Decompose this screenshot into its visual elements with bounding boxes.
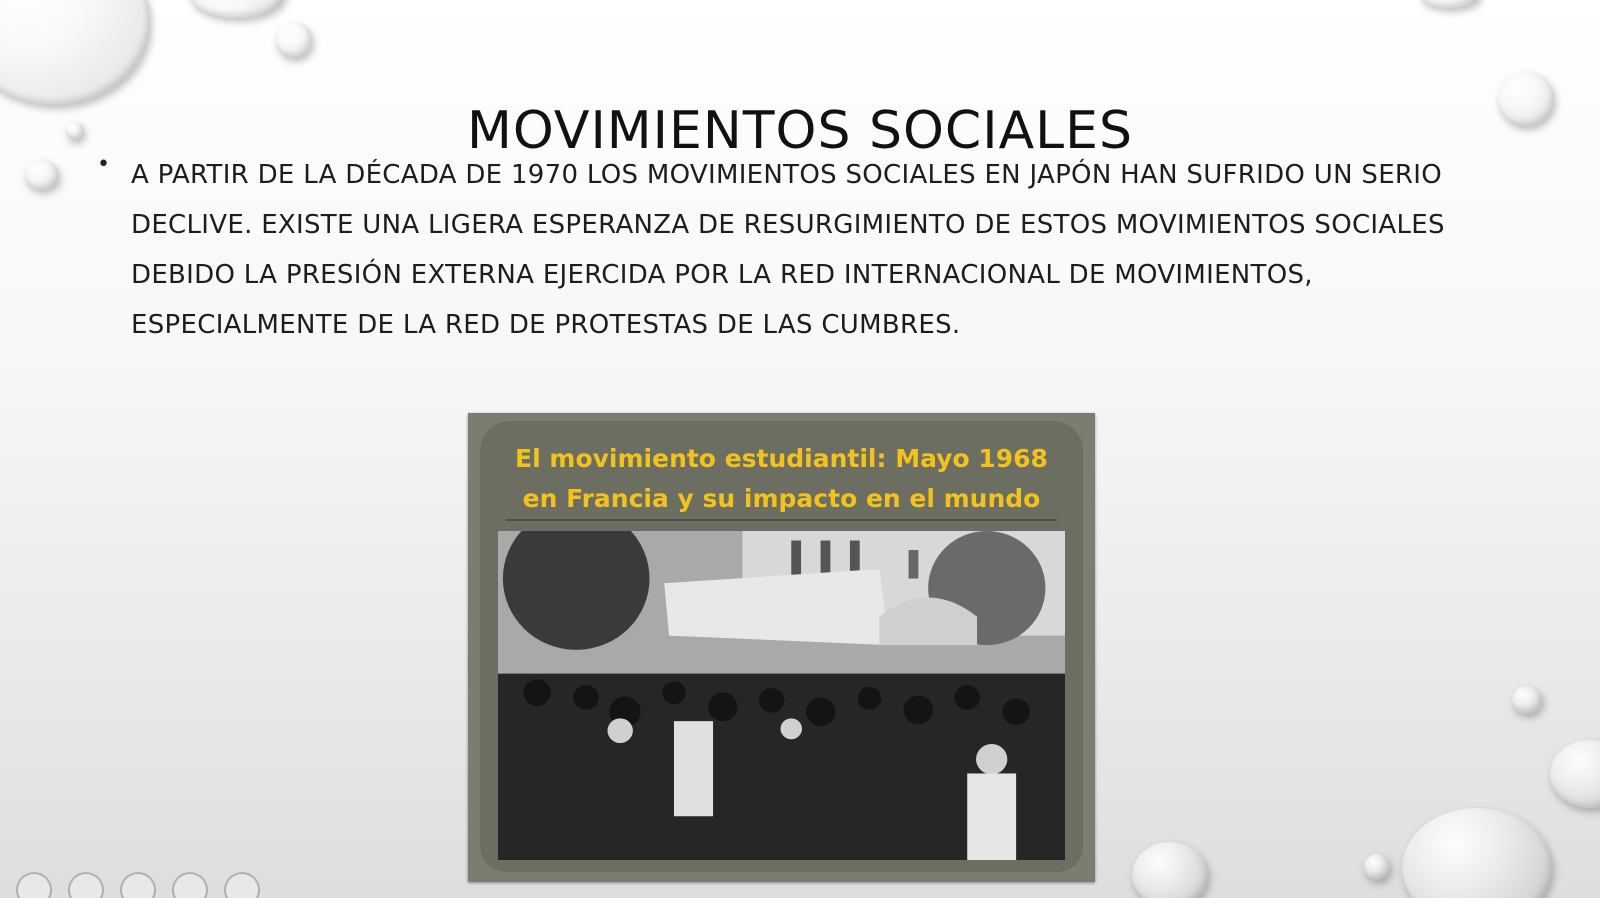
slide-title: MOVIMIENTOS SOCIALES bbox=[467, 100, 1133, 161]
water-drop-decoration bbox=[1364, 854, 1390, 880]
image-caption bbox=[480, 439, 1083, 519]
water-drop-decoration bbox=[1132, 842, 1208, 898]
slides-icon[interactable] bbox=[120, 872, 156, 898]
zoom-icon[interactable] bbox=[172, 872, 208, 898]
water-drop-decoration bbox=[25, 160, 59, 190]
water-drop-decoration bbox=[190, 0, 285, 18]
water-drop-decoration bbox=[276, 22, 312, 58]
image-panel bbox=[480, 421, 1083, 872]
bullet-marker: • bbox=[97, 152, 110, 177]
water-drop-decoration bbox=[1420, 0, 1480, 8]
play-icon[interactable] bbox=[16, 872, 52, 898]
protest-photo-illustration bbox=[498, 531, 1065, 860]
image-caption-line-2: en Francia y su impacto en el mundo bbox=[522, 484, 1041, 513]
water-drop-decoration bbox=[1512, 686, 1542, 714]
caption-divider bbox=[506, 519, 1057, 521]
image-caption-line-1: El movimiento estudiantil: Mayo 1968 bbox=[515, 444, 1048, 473]
protest-photo bbox=[498, 531, 1065, 860]
slide-image bbox=[468, 413, 1095, 882]
water-drop-decoration bbox=[0, 0, 150, 105]
more-icon[interactable] bbox=[224, 872, 260, 898]
pen-icon[interactable] bbox=[68, 872, 104, 898]
water-drop-decoration bbox=[1402, 808, 1552, 898]
presentation-toolbar bbox=[16, 872, 260, 898]
bullet-text: A PARTIR DE LA DÉCADA DE 1970 LOS MOVIMIENTOS SOCIALES EN JAPÓN HAN SUFRIDO UN SERIO DECLIVE. EXISTE UNA LIGERA ESPERANZA DE RESURGIMIENTO DE ESTOS MOVIMIENTOS SOCIALES DEBIDO LA PRESIÓN EXTERNA EJERCIDA POR LA RED INTERNACIONAL DE MOVIMIENTOS, ESPECIALMENTE DE LA RED DE PROTESTAS DE LAS CUMBRES. bbox=[131, 160, 1445, 340]
water-drop-decoration bbox=[1550, 740, 1600, 808]
